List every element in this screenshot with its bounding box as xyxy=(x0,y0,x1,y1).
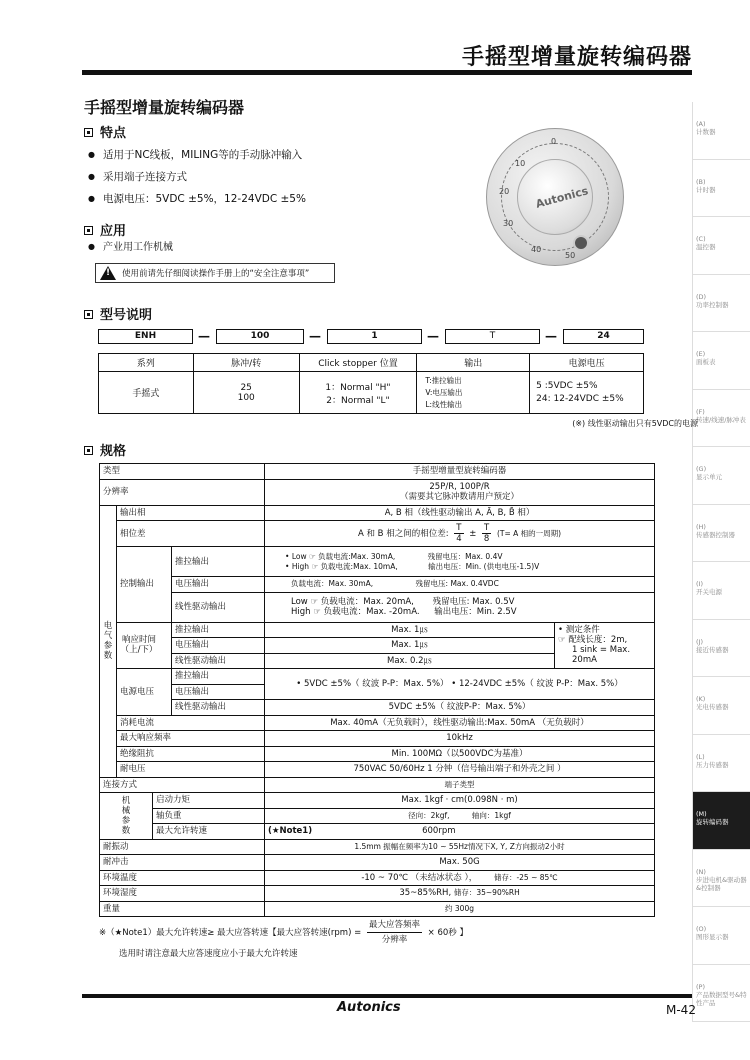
table-row: 电压输出 xyxy=(100,684,655,700)
table-row: 连接方式 端子类型 xyxy=(100,777,655,793)
side-tab-proximity-sensor[interactable]: (J) 接近传感器 xyxy=(693,620,750,678)
model-code-output: T xyxy=(445,329,540,344)
header-divider xyxy=(82,70,692,75)
encoder-brand: Autonics xyxy=(534,184,590,211)
encoder-product-image: 0 10 20 30 40 50 Autonics xyxy=(486,128,624,266)
spec-heading: 规格 xyxy=(84,440,126,459)
safety-warning: ! 使用前请先仔细阅读操作手册上的“安全注意事项” xyxy=(95,263,335,283)
model-note: (※) 线性驱动输出只有5VDC的电源 xyxy=(572,419,698,428)
list-item: ● 适用于NC线板，MILING等的手动脉冲输入 xyxy=(88,144,306,166)
application-heading: 应用 xyxy=(84,220,126,239)
side-tab-counter[interactable]: (A) 计数器 xyxy=(693,102,750,160)
table-row: 耐电压 750VAC 50/60Hz 1 分钟（信号输出端子和外壳之间 ） xyxy=(100,762,655,778)
page-number: M-42 xyxy=(666,1003,696,1017)
table-row: 轴负重 径向：2kgf, 轴向：1kgf xyxy=(100,808,655,824)
table-row: 分辨率 25P/R, 100P/R （需要其它脉冲数请用户预定） xyxy=(100,479,655,505)
application-list xyxy=(88,236,173,258)
table-row: 控制输出 推拉输出 • Low ☞ 负载电流:Max. 30mA, 残留电压：Max. 0.4V • High ☞ 负载电流:Max. 10mA, 输出电压：Min. (供电电压-1.5)V xyxy=(100,547,655,577)
table-row: 线性驱动输出 Low ☞ 负载电流：Max. 20mA, 残留电压: Max. 0.5V High ☞ 负载电流：Max. -20mA. 输出电压：Min. 2.5V xyxy=(100,592,655,622)
side-tab-photo-sensor[interactable]: (K) 光电传感器 xyxy=(693,677,750,735)
table-row: 线性驱动输出 Max. 0.2㎲ xyxy=(100,653,655,669)
list-item: ● 产业用工作机械 xyxy=(88,236,173,258)
table-row: 消耗电流 Max. 40mA（无负载时），线性驱动输出:Max. 50mA （无负载时） xyxy=(100,715,655,731)
side-tab-stepper-motor[interactable]: (N) 步进电机&驱动器&控制器 xyxy=(693,850,750,908)
table-row: 耐冲击 Max. 50G xyxy=(100,855,655,871)
footer-logo: Autonics xyxy=(337,1000,401,1015)
table-row: 绝缘阻抗 Min. 100MΩ（以500VDC为基准） xyxy=(100,746,655,762)
list-item: ● 电源电压：5VDC ±5%，12-24VDC ±5% xyxy=(88,188,306,210)
side-tab-pressure-sensor[interactable]: (L) 压力传感器 xyxy=(693,735,750,793)
encoder-knob xyxy=(573,235,589,251)
table-row: 耐振动 1.5mm 振幅在频率为10 ~ 55Hz情况下X, Y, Z方向振动2小时 xyxy=(100,839,655,855)
side-tab-graphic-panel[interactable]: (O) 图形显示器 xyxy=(693,907,750,965)
footnote: ※（★Note1）最大允许转速≥ 最大应答转速【最大应答转速(rpm) = $\frac{\text{最大应答频率}}{\text{分辨率}}$ × 60秒 】 选用时请注意最大应答速度应小于最大允许转速 xyxy=(99,920,468,959)
table-row: 相位差 A 和 B 相之间的相位差: $\frac{T}{4}$ ± $\frac{T}{8}$ (T= A 相的一周期) xyxy=(100,521,655,547)
footnote-fraction: $\frac{\text{最大应答频率}}{\text{分辨率}}$ xyxy=(368,920,420,945)
model-code-series: ENH xyxy=(98,329,193,344)
square-bullet-icon xyxy=(84,310,93,319)
square-bullet-icon xyxy=(84,446,93,455)
side-tab-tachometer[interactable]: (F) 转速/线速/脉冲表 xyxy=(693,390,750,448)
spec-table xyxy=(99,463,655,917)
table-row: 类型 手摇型增量型旋转编码器 xyxy=(100,464,655,480)
model-table: 系列 脉冲/转 Click stopper 位置 输出 电源电压 手摇式 25 100 1：Normal "H" 2：Normal "L" T:推拉输出 V:电压输出 L:线性输出 5 :5VDC ±5% 24: 12-24VDC ±5% xyxy=(98,353,644,414)
side-tab-display-unit[interactable]: (G) 显示单元 xyxy=(693,447,750,505)
side-tab-power-supply[interactable]: (I) 开关电源 xyxy=(693,562,750,620)
model-code-stopper: 1 xyxy=(327,329,422,344)
page-title: 手摇型增量旋转编码器 xyxy=(461,45,692,70)
square-bullet-icon xyxy=(84,128,93,137)
table-row: 重量 约 300g xyxy=(100,901,655,917)
side-tab-power-controller[interactable]: (D) 功率控制器 xyxy=(693,275,750,333)
table-row: 响应时间（上/下） 推拉输出 Max. 1㎲ • 测定条件 ☞ 配线长度：2m, 1 sink = Max. 20mA xyxy=(100,622,655,638)
model-code-pulses: 100 xyxy=(216,329,304,344)
table-row: 电压输出 Max. 1㎲ xyxy=(100,638,655,654)
table-row: 线性驱动输出 5VDC ±5%（ 纹波P-P：Max. 5%） xyxy=(100,700,655,716)
square-bullet-icon xyxy=(84,226,93,235)
side-tab-timer[interactable]: (B) 计时器 xyxy=(693,160,750,218)
model-code-power: 24 xyxy=(563,329,644,344)
table-row: 最大响应频率 10kHz xyxy=(100,731,655,747)
warning-icon: ! xyxy=(100,266,116,280)
table-row: 最大允许转速 (★Note1) 600rpm xyxy=(100,824,655,840)
table-row: 电源电压 推拉输出 • 5VDC ±5%（ 纹波 P-P：Max. 5%） • 12-24VDC ±5%（ 纹波 P-P：Max. 5%） xyxy=(100,669,655,685)
side-tab-sensor-controller[interactable]: (H) 传感器控制器 xyxy=(693,505,750,563)
table-row: 环境温度 -10 ~ 70℃ （未结冰状态 ）， 储存：-25 ~ 85℃ xyxy=(100,870,655,886)
side-tab-panel-meter[interactable]: (E) 面板表 xyxy=(693,332,750,390)
side-tab-temp-controller[interactable]: (C) 温控器 xyxy=(693,217,750,275)
side-tab-rotary-encoder[interactable]: (M) 旋转编码器 xyxy=(693,792,750,850)
table-row: 电气参数 输出相 A, B 相（线性驱动输出 A, Ā, B, B̄ 相） xyxy=(100,505,655,521)
side-tabs xyxy=(692,102,750,1022)
side-tab-products[interactable]: (P) 产品数据型号&特性产品 xyxy=(693,965,750,1023)
table-row: 环境湿度 35~85%RH, 储存：35~90%RH xyxy=(100,886,655,902)
product-title: 手摇型增量旋转编码器 xyxy=(84,98,245,117)
table-row: 机械参数 启动力矩 Max. 1kgf · cm(0.098N · m) xyxy=(100,793,655,809)
footer-divider xyxy=(82,994,692,998)
table-row: 电压输出 负载电流：Max. 30mA, 残留电压: Max. 0.4VDC xyxy=(100,577,655,593)
model-heading: 型号说明 xyxy=(84,304,152,323)
list-item: ● 采用端子连接方式 xyxy=(88,166,306,188)
features-heading: 特点 xyxy=(84,122,126,141)
features-list xyxy=(88,144,306,210)
